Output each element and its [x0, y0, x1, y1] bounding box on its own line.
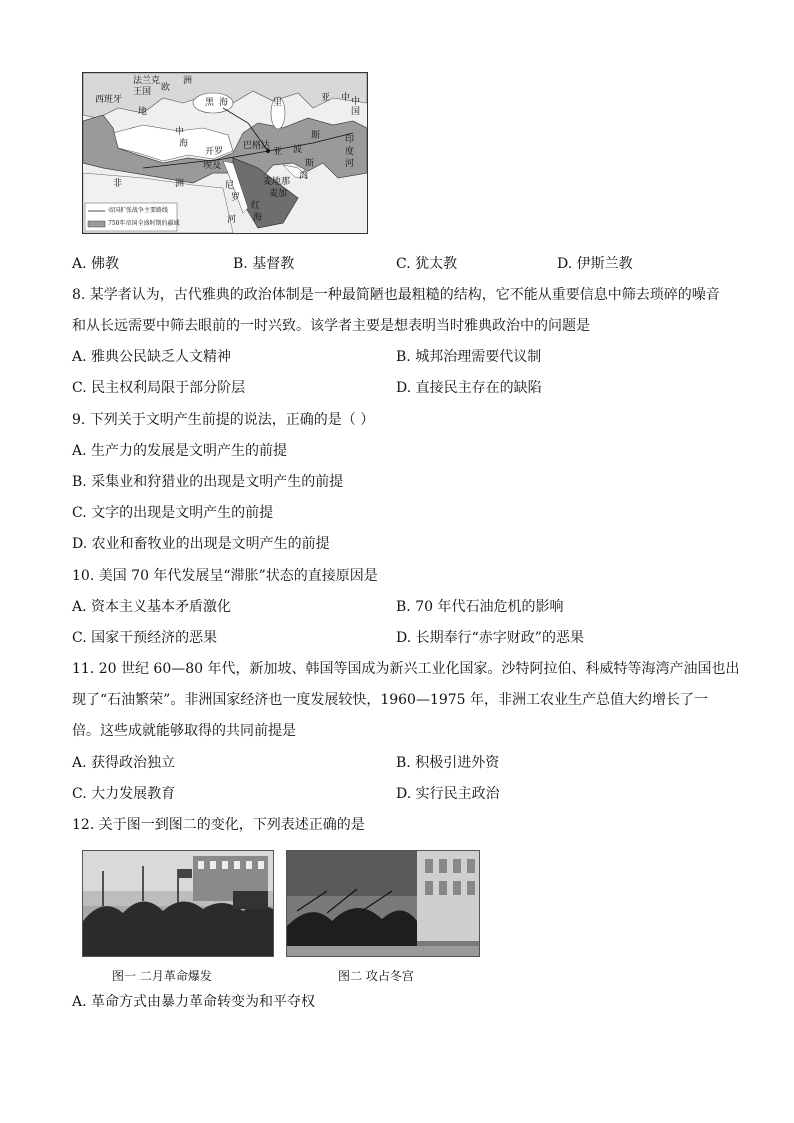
map-label: 黑 — [205, 98, 215, 108]
q8-option-a[interactable]: A. 雅典公民缺乏人文精神 — [72, 349, 232, 365]
q9-option-c[interactable]: C. 文字的出现是文明产生的前提 — [72, 505, 274, 521]
q8-option-d[interactable]: D. 直接民主存在的缺陷 — [396, 380, 542, 396]
map-label: 红 — [251, 201, 261, 211]
q7-option-c[interactable]: C. 犹太教 — [396, 256, 458, 272]
map-label: 洲 — [175, 179, 185, 189]
q11-stem-line1: 11. 20 世纪 60—80 年代，新加坡、韩国等国成为新兴工业化国家。沙特阿拉伯、科威特等海湾产油国也出 — [72, 661, 740, 677]
q11-option-c[interactable]: C. 大力发展教育 — [72, 786, 176, 802]
figure-one-caption: 图一 二月革命爆发 — [112, 969, 212, 983]
q11-stem-line3: 倍。这些成就能够取得的共同前提是 — [72, 723, 296, 739]
figure-two-photo — [286, 850, 480, 957]
map-label: 开罗 — [205, 147, 224, 157]
map-label: 波 — [293, 145, 303, 155]
map-label: 巴格达 — [243, 141, 271, 151]
q8-stem-line2: 和从长远需要中筛去眼前的一时兴致。该学者主要是想表明当时雅典政治中的问题是 — [72, 318, 590, 334]
map-label: 尼 — [225, 181, 235, 191]
q7-option-d[interactable]: D. 伊斯兰教 — [557, 256, 633, 272]
map-label: 中 — [351, 97, 361, 107]
map-label: 海 — [219, 98, 229, 108]
figure-one-photo — [82, 850, 274, 957]
map-label: 法兰克 — [133, 76, 161, 86]
empire-map — [82, 72, 368, 234]
map-label: 罗 — [231, 193, 241, 203]
q7-option-a[interactable]: A. 佛教 — [72, 256, 120, 272]
q9-option-b[interactable]: B. 采集业和狩猎业的出现是文明产生的前提 — [72, 474, 344, 490]
map-label: 地 — [138, 107, 148, 117]
map-label: 印 — [345, 135, 355, 145]
q10-option-c[interactable]: C. 国家干预经济的恶果 — [72, 630, 218, 646]
q10-option-a[interactable]: A. 资本主义基本矛盾激化 — [72, 599, 232, 615]
map-label: 斯 — [311, 131, 321, 141]
q10-option-d[interactable]: D. 长期奉行“赤字财政”的恶果 — [396, 630, 584, 646]
q8-option-c[interactable]: C. 民主权利局限于部分阶层 — [72, 380, 246, 396]
map-label: 中 — [341, 93, 351, 103]
map-label: 河 — [227, 215, 237, 225]
q11-option-a[interactable]: A. 获得政治独立 — [72, 755, 176, 771]
map-label: 湾 — [299, 171, 309, 181]
q9-option-a[interactable]: A. 生产力的发展是文明产生的前提 — [72, 443, 288, 459]
map-label: 中 — [175, 127, 185, 137]
map-label: 海 — [253, 213, 263, 223]
map-label: 埃及 — [203, 161, 222, 171]
map-label: 海 — [179, 139, 189, 149]
q10-option-b[interactable]: B. 70 年代石油危机的影响 — [396, 599, 564, 615]
q7-option-b[interactable]: B. 基督教 — [233, 256, 295, 272]
q11-option-d[interactable]: D. 实行民主政治 — [396, 786, 500, 802]
q9-stem: 9. 下列关于文明产生前提的说法，正确的是（ ） — [72, 412, 375, 428]
figure-two-caption: 图二 攻占冬宫 — [338, 969, 414, 983]
map-label: 里 — [273, 98, 283, 108]
q12-option-a[interactable]: A. 革命方式由暴力革命转变为和平夺权 — [72, 994, 316, 1010]
q8-stem-line1: 8. 某学者认为，古代雅典的政治体制是一种最简陋也最粗糙的结构，它不能从重要信息中筛去琐碎的噪音 — [72, 287, 720, 303]
map-label: 度 — [345, 147, 355, 157]
map-label: 麦地那 — [263, 177, 291, 187]
map-label: 王国 — [133, 87, 152, 97]
map-label: 欧 — [161, 83, 171, 93]
q11-stem-line2: 现了“石油繁荣”。非洲国家经济也一度发展较快，1960—1975 年，非洲工农业生产总值大约增长了一 — [72, 692, 709, 708]
map-label: 亚 — [321, 93, 331, 103]
map-label: 国 — [351, 107, 361, 117]
map-label: 麦加 — [269, 189, 288, 199]
q8-option-b[interactable]: B. 城邦治理需要代议制 — [396, 349, 542, 365]
q9-option-d[interactable]: D. 农业和畜牧业的出现是文明产生的前提 — [72, 536, 330, 552]
map-label: 河 — [345, 159, 355, 169]
map-legend-route: 帝国扩张战争主要路线 — [108, 207, 169, 214]
map-label: 斯 — [305, 159, 315, 169]
map-label: 西班牙 — [95, 95, 123, 105]
map-label: 亚 — [273, 147, 283, 157]
q10-stem: 10. 美国 70 年代发展呈“滞胀”状态的直接原因是 — [72, 568, 378, 584]
q11-option-b[interactable]: B. 积极引进外资 — [396, 755, 500, 771]
map-label: 非 — [113, 179, 123, 189]
map-legend-territory: 750年帝国全盛时期的疆域 — [108, 220, 180, 227]
map-label: 洲 — [183, 76, 193, 86]
q12-stem: 12. 关于图一到图二的变化，下列表述正确的是 — [72, 817, 365, 833]
